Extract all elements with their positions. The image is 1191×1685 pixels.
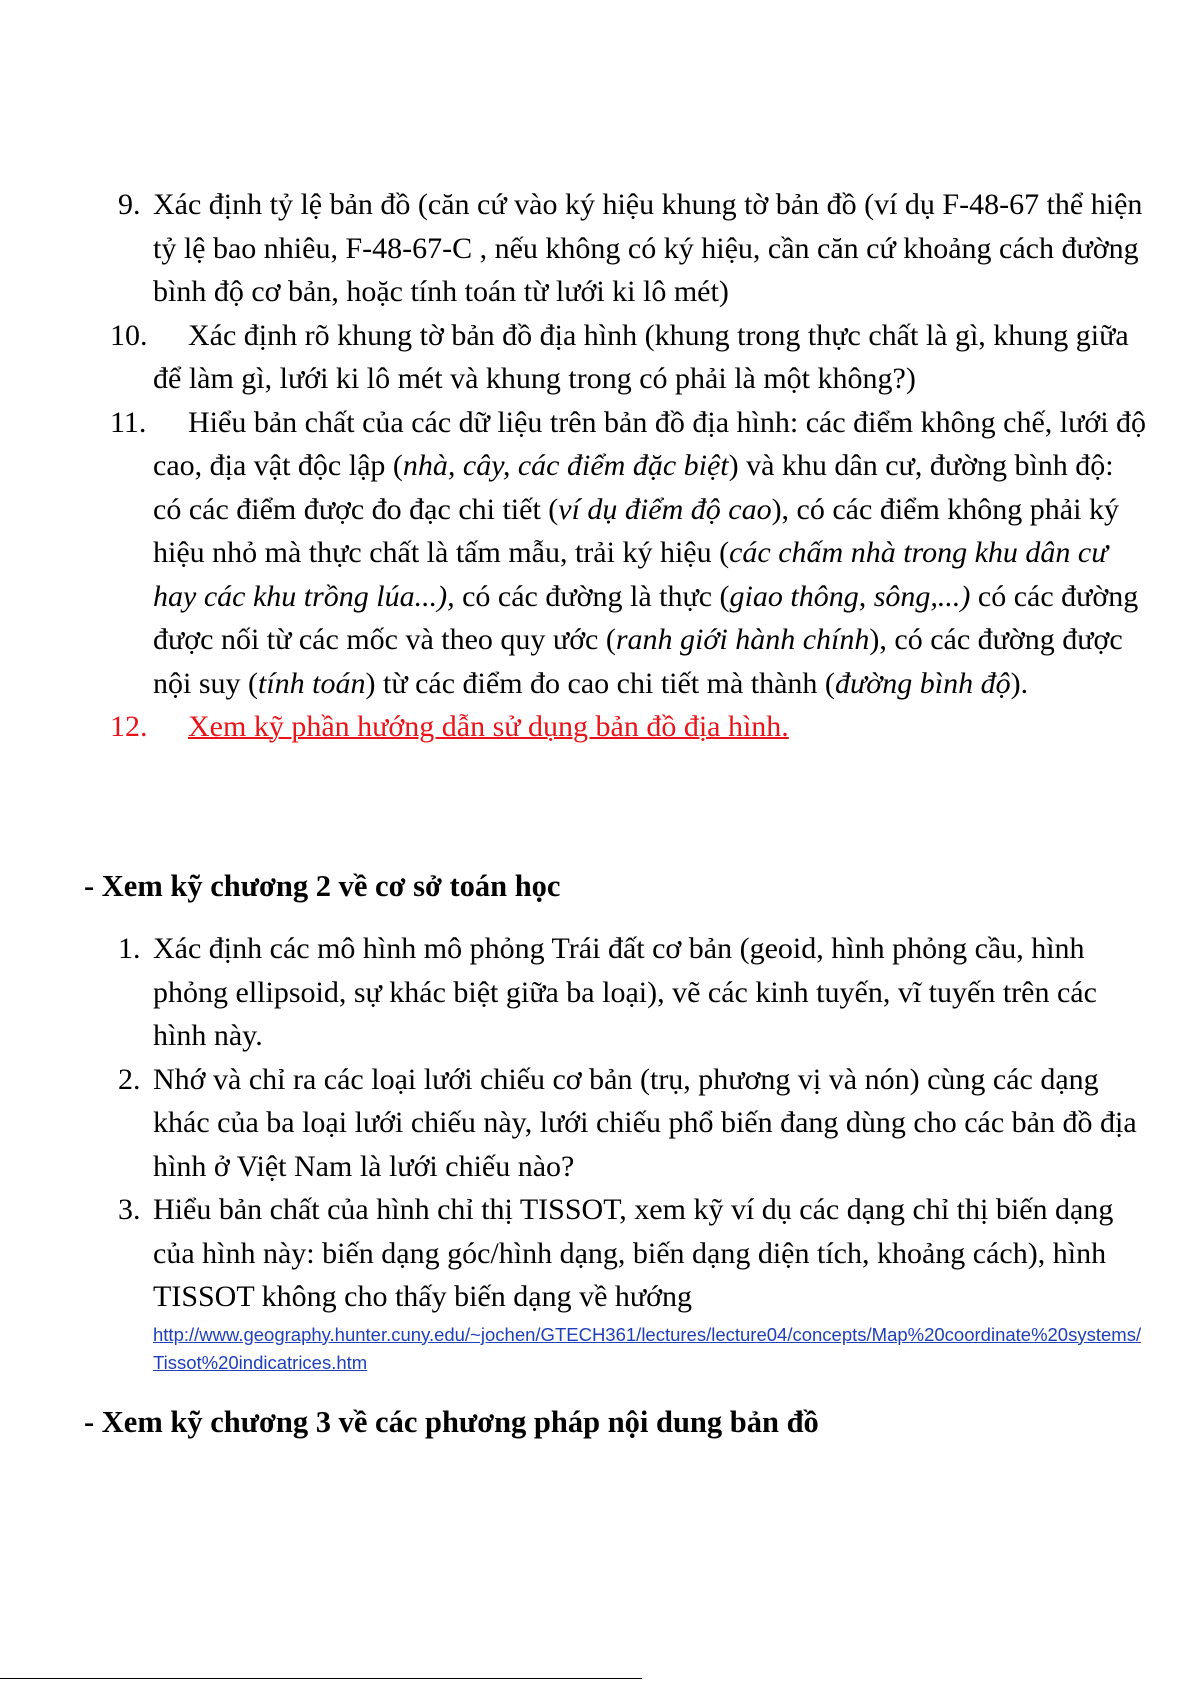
item-text-part: Hiểu bản chất của các dữ liệu trên bản đồ địa hình: các điểm không chế, lưới độ cao, địa vật độc lập (	[153, 405, 1147, 482]
list-item-12	[110, 705, 1148, 749]
item-text: Hiểu bản chất của hình chỉ thị TISSOT, xem kỹ ví dụ các dạng chỉ thị biến dạng của hình này: biến dạng góc/hình dạng, biến dạng diện tích, khoảng cách), hình TISSOT không cho thấy biến dạng về hướng	[153, 1193, 1114, 1313]
item-text-part: ) và khu dân cư, đường bình độ: có các điểm được đo đạc chi tiết (	[153, 449, 1114, 526]
chapter2-heading: - Xem kỹ chương 2 về cơ sở toán học	[84, 869, 561, 903]
item-text-part: ).	[1010, 666, 1029, 700]
chapter2-list	[118, 927, 1148, 1377]
item-text-part: ), có các điểm không phải ký hiệu nhỏ mà thực chất là tấm mẫu, trải ký hiệu (	[153, 492, 1119, 569]
item-number: 10.	[110, 318, 148, 352]
list-item-3	[118, 1188, 1148, 1377]
list-item-10	[110, 314, 1148, 401]
item-text-part: ), có các đường được nội suy (	[153, 623, 1123, 700]
item-number: 12.	[110, 710, 148, 743]
item-text: Nhớ và chỉ ra các loại lưới chiếu cơ bản (trụ, phương vị và nón) cùng các dạng khác của ba loại lưới chiếu này, lưới chiếu phổ biến đang dùng cho các bản đồ địa hình ở Việt Nam là lưới chiếu nào?	[153, 1062, 1137, 1183]
tissot-reference-link[interactable]: http://www.geography.hunter.cuny.edu/~jochen/GTECH361/lectures/lecture04/concepts/Map%20coordinate%20systems/Tissot%20indicatrices.htm	[153, 1323, 1142, 1373]
footnote-divider-tail	[598, 1678, 642, 1679]
list-item-9	[118, 183, 1148, 314]
item-number: 1.	[118, 932, 141, 965]
list-item-1	[118, 927, 1148, 1058]
item-number: 2.	[118, 1062, 141, 1096]
item-text-italic: các chấm nhà trong khu dân cư hay các khu trồng lúa...),	[153, 536, 1108, 613]
item-text: Xác định rõ khung tờ bản đồ địa hình (khung trong thực chất là gì, khung giữa để làm gì, lưới ki lô mét và khung trong có phải là một không?)	[153, 318, 1129, 395]
chapter3-heading: - Xem kỹ chương 3 về các phương pháp nội dung bản đồ	[84, 1405, 819, 1439]
item-number: 11.	[110, 405, 147, 439]
list-item-11	[110, 401, 1148, 706]
item-text-part: có các đường là thực (	[454, 579, 730, 613]
footnote-divider	[0, 1678, 640, 1679]
item-text-italic: ví dụ điểm độ cao	[558, 492, 772, 526]
item-text: Xác định các mô hình mô phỏng Trái đất cơ bản (geoid, hình phỏng cầu, hình phỏng ellipsoid, sự khác biệt giữa ba loại), vẽ các kinh tuyến, vĩ tuyến trên các hình này.	[153, 932, 1097, 1052]
item-text-part: có các đường được nối từ các mốc và theo quy ước (	[153, 579, 1139, 656]
item-text-italic: ranh giới hành chính	[615, 623, 870, 656]
item-text: Xác định tỷ lệ bản đồ (căn cứ vào ký hiệu khung tờ bản đồ (ví dụ F-48-67 thể hiện tỷ lệ bao nhiêu, F-48-67-C , nếu không có ký hiệu, cần căn cứ khoảng cách đường bình độ cơ bản, hoặc tính toán từ lưới ki lô mét)	[153, 188, 1143, 308]
item-text-italic: tính toán	[258, 666, 366, 700]
item-text-part: ) từ các điểm đo cao chi tiết mà thành (	[365, 666, 835, 700]
item-text-italic: nhà, cây, các điểm đặc biệt	[402, 449, 729, 482]
chapter1-list	[110, 183, 1148, 749]
list-item-2	[118, 1058, 1148, 1189]
item-text-italic: đường bình độ	[834, 666, 1011, 700]
item-number: 9.	[118, 188, 141, 221]
item-text-italic: giao thông, sông,...)	[729, 579, 971, 613]
item-number: 3.	[118, 1193, 141, 1226]
item-text-highlighted: Xem kỹ phần hướng dẫn sử dụng bản đồ địa hình.	[188, 710, 789, 743]
